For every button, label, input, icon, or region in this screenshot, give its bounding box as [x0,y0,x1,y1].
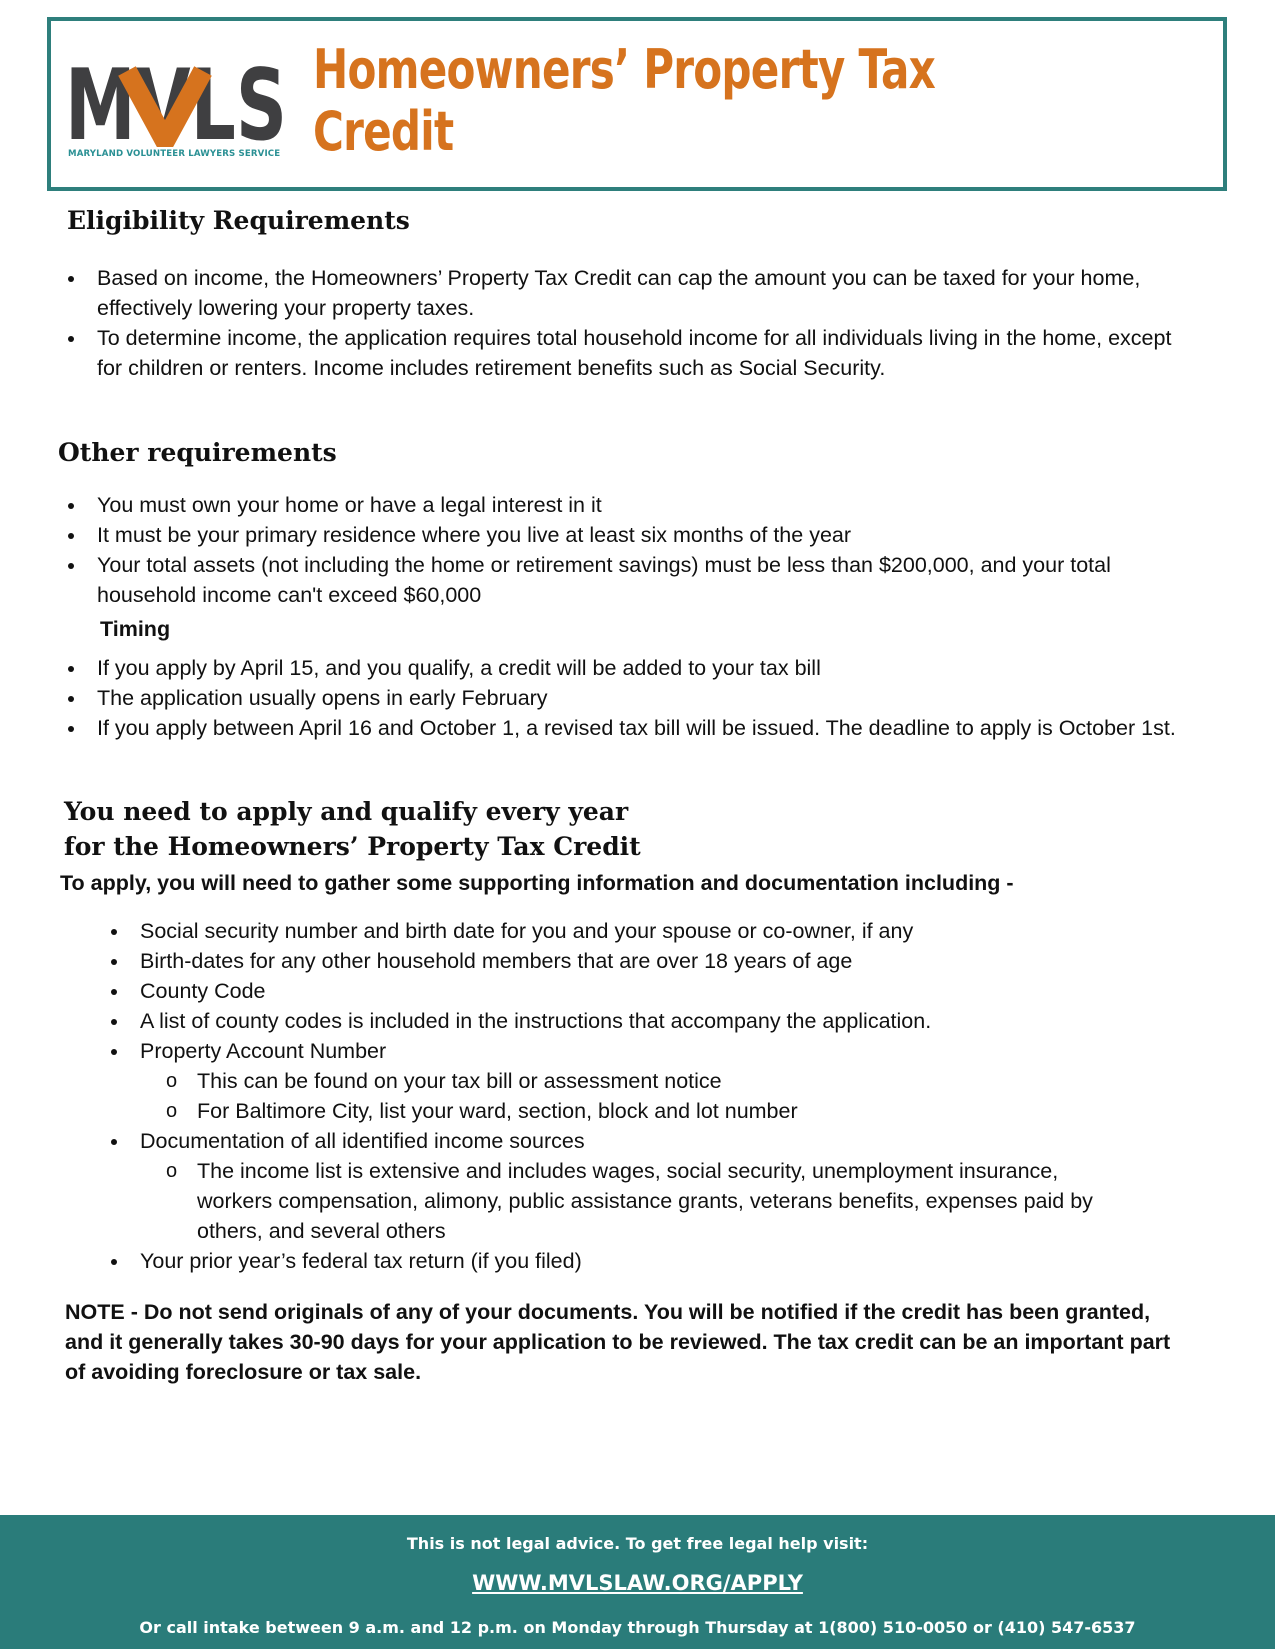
sub-list-item: o For Baltimore City, list your ward, section, block and lot number [140,1096,1103,1126]
list-item: To determine income, the application requires total household income for all individuals living in the home, except for children or renters. Income includes retirement benefits such as Social Security. [60,323,1190,383]
list-item: Your prior year’s federal tax return (if you filed) [103,1246,1103,1276]
income-sublist [140,1156,1103,1246]
eligibility-list [60,263,1190,383]
apply-heading: You need to apply and qualify every year for the Homeowners’ Property Tax Credit [64,797,641,861]
svg-text:MVLS: MVLS [65,65,287,147]
documents-list [103,916,1103,1276]
list-item: Documentation of all identified income sources o The income list is extensive and includes wages, social security, unemployment insurance, workers compensation, alimony, public assistance grants, veterans benefits, expenses paid by others, and several others [103,1126,1103,1246]
footer-disclaimer: This is not legal advice. To get free legal help visit: [406,1534,869,1553]
footer-phone-info: Or call intake between 9 a.m. and 12 p.m. on Monday through Thursday at 1(800) 510-0050 or (410) 547-6537 [139,1618,1136,1637]
list-item: County Code [103,976,1103,1006]
list-item: Social security number and birth date for you and your spouse or co-owner, if any [103,916,1103,946]
timing-heading: Timing [100,617,171,641]
list-item: If you apply between April 16 and October 1, a revised tax bill will be issued. The deadline to apply is October 1st. [60,713,1180,743]
page-title: Homeowners’ Property Tax Credit [313,38,936,163]
list-item: If you apply by April 15, and you qualify, a credit will be added to your tax bill [60,653,1180,683]
footer [0,1515,1275,1649]
list-item: A list of county codes is included in the instructions that accompany the application. [103,1006,1103,1036]
list-item: Based on income, the Homeowners’ Property Tax Credit can cap the amount you can be taxed for your home, effectively lowering your property taxes. [60,263,1190,323]
logo-subtitle: MARYLAND VOLUNTEER LAWYERS SERVICE [68,149,281,159]
list-item: Property Account Number o This can be found on your tax bill or assessment notice o For Baltimore City, list your ward, section, block and lot number [103,1036,1103,1126]
apply-intro: To apply, you will need to gather some supporting information and documentation including - [60,871,1014,895]
eligibility-heading: Eligibility Requirements [67,206,410,235]
sub-list-item: o This can be found on your tax bill or assessment notice [140,1066,1103,1096]
list-item: It must be your primary residence where you live at least six months of the year [60,520,1180,550]
other-requirements-list [60,490,1180,610]
note-paragraph: NOTE - Do not send originals of any of your documents. You will be notified if the credit has been granted, and it generally takes 30-90 days for your application to be reviewed. The tax credit can be an important part of avoiding foreclosure or tax sale. [65,1300,1171,1384]
sub-list-item: o The income list is extensive and includes wages, social security, unemployment insurance, workers compensation, alimony, public assistance grants, veterans benefits, expenses paid by others, and several others [140,1156,1103,1246]
property-sublist [140,1066,1103,1126]
other-requirements-heading: Other requirements [58,438,337,467]
header-banner [47,17,1227,191]
list-item: The application usually opens in early February [60,683,1180,713]
list-item: Your total assets (not including the home or retirement savings) must be less than $200,000, and your total household income can't exceed $60,000 [60,550,1180,610]
timing-list [60,653,1180,743]
list-item: You must own your home or have a legal interest in it [60,490,1180,520]
list-item: Birth-dates for any other household members that are over 18 years of age [103,946,1103,976]
footer-link[interactable]: WWW.MVLSLAW.ORG/APPLY [472,1571,803,1595]
mvls-logo [65,65,290,165]
